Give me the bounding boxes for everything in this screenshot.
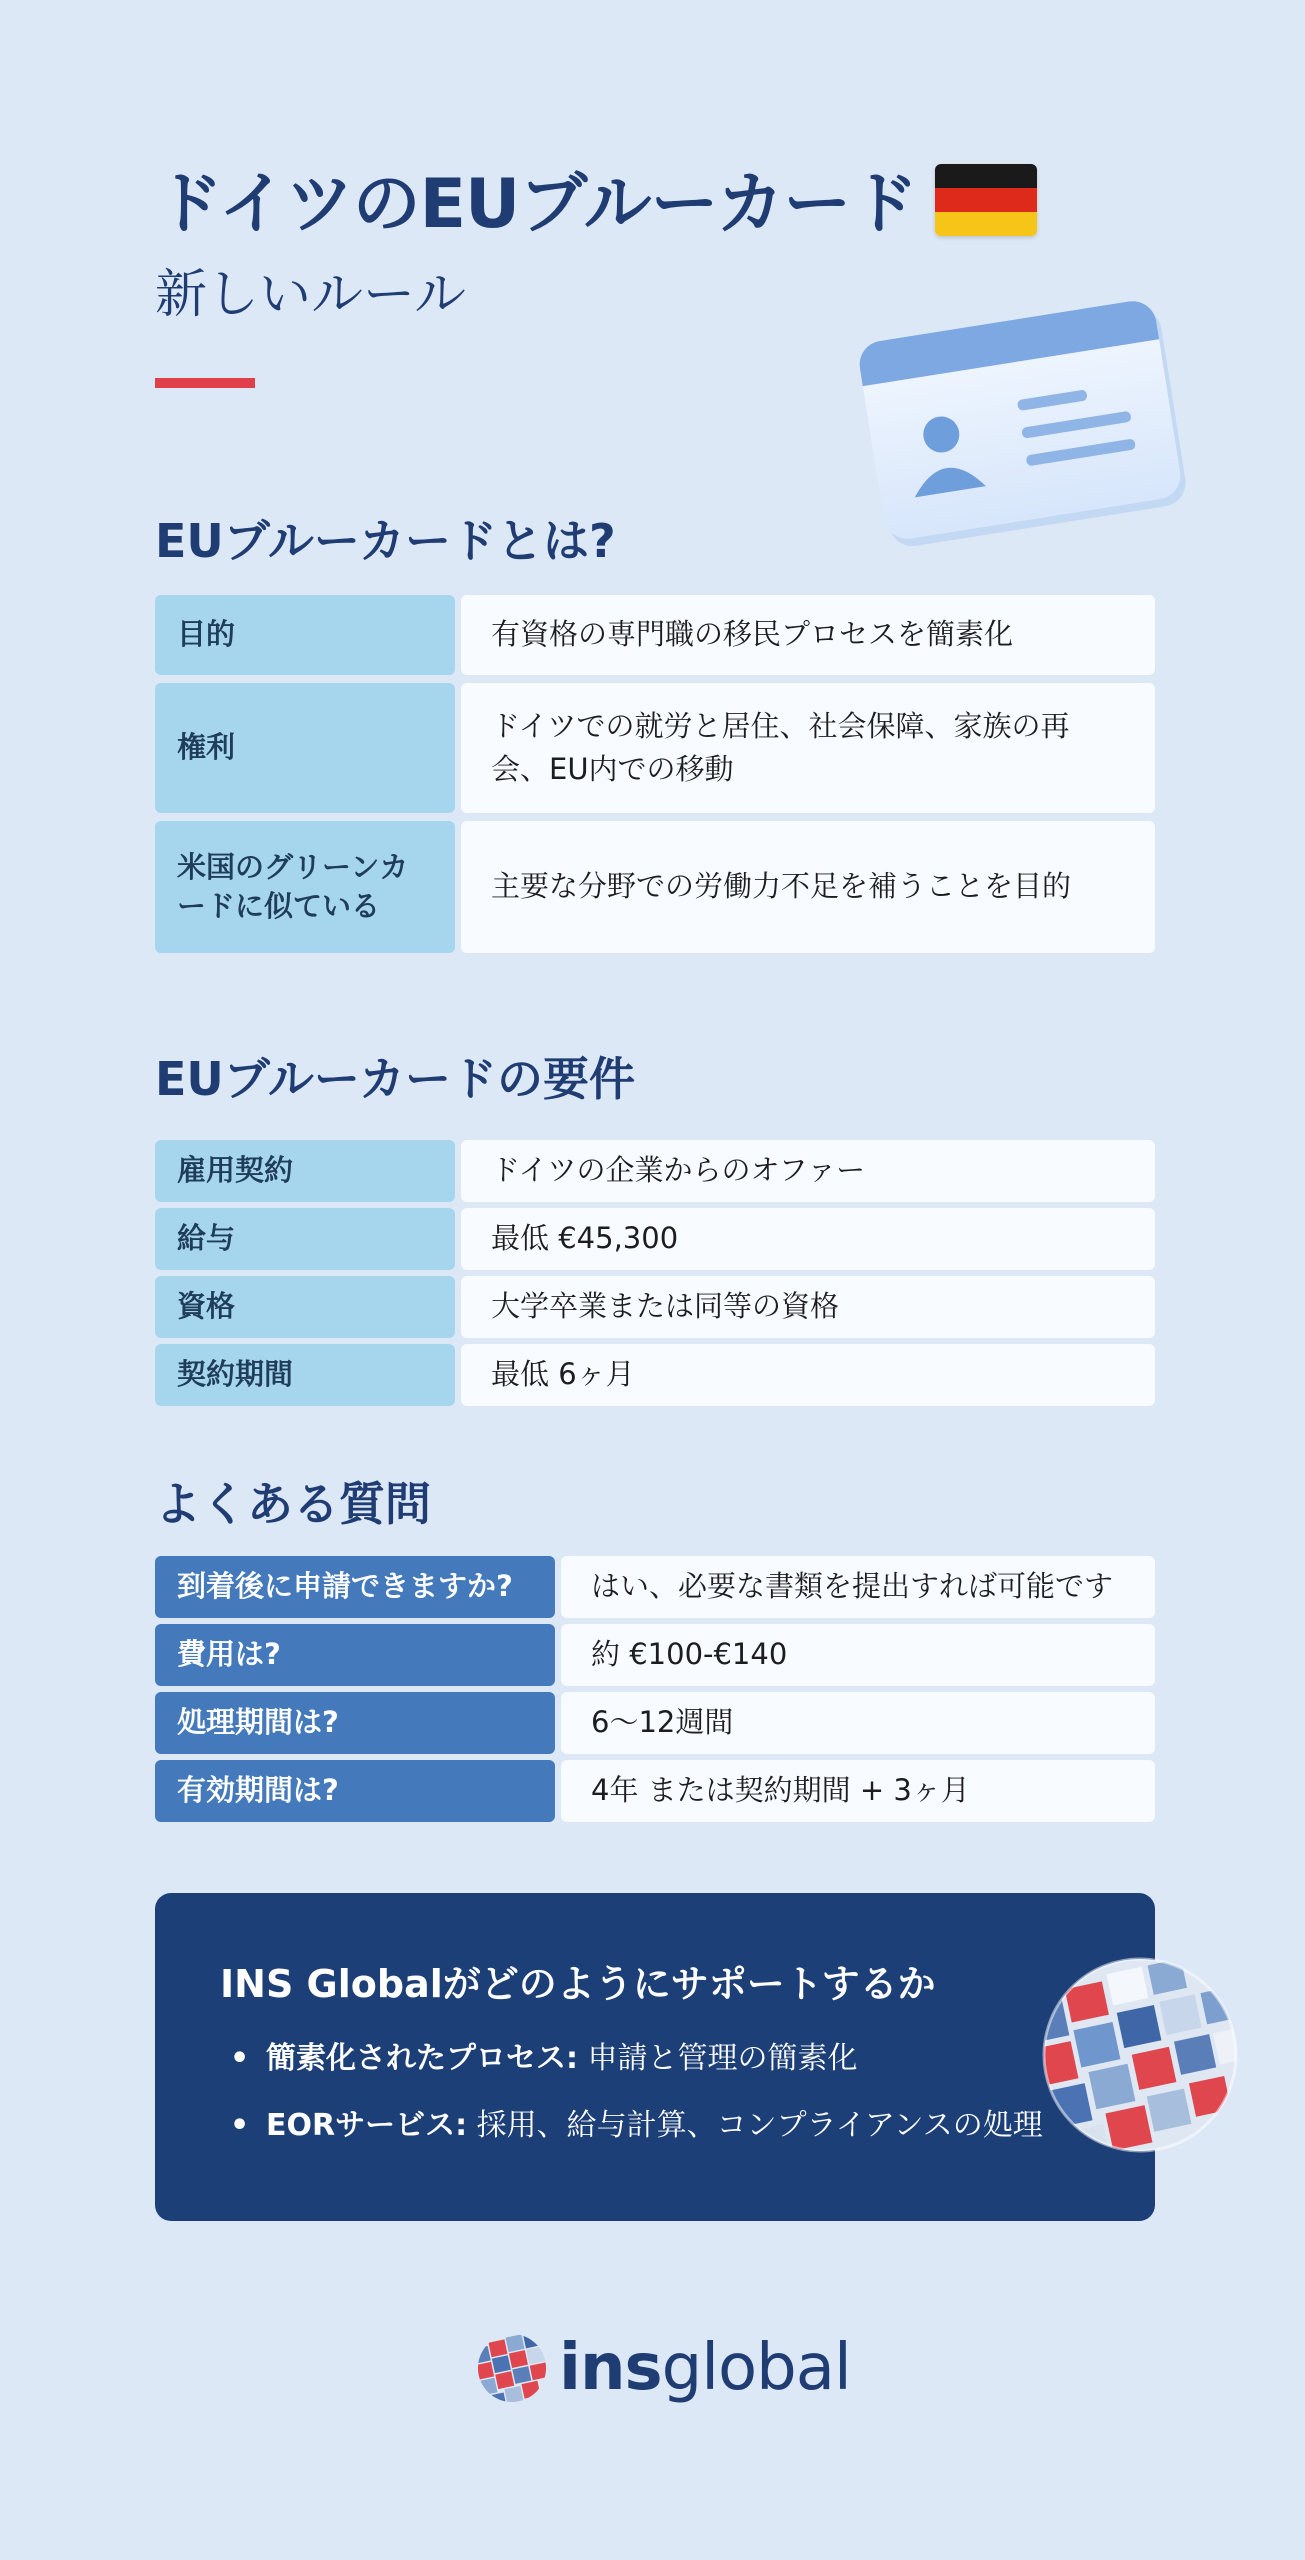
faq-answer: 約 €100-€140 (561, 1624, 1155, 1686)
row-label: 目的 (155, 595, 455, 675)
table-row (155, 1760, 1155, 1822)
faq-question: 費用は? (155, 1624, 555, 1686)
row-value: 大学卒業または同等の資格 (461, 1276, 1155, 1338)
page-subtitle: 新しいルール (155, 265, 466, 325)
table-row (155, 1692, 1155, 1754)
logo-text (559, 2331, 851, 2405)
row-label: 米国のグリーンカードに似ている (155, 821, 455, 953)
logo-text-global: global (661, 2331, 851, 2405)
germany-flag-icon (935, 164, 1037, 236)
support-panel (155, 1893, 1155, 2221)
table-row (155, 1556, 1155, 1618)
row-value: 有資格の専門職の移民プロセスを簡素化 (461, 595, 1155, 675)
faq-question: 処理期間は? (155, 1692, 555, 1754)
faq-heading: よくある質問 (155, 1477, 431, 1531)
table-row (155, 1344, 1155, 1406)
bullet-bold: 簡素化されたプロセス: (266, 2041, 578, 2076)
bullet-dot-icon: • (230, 2041, 250, 2076)
faq-answer: 4年 または契約期間 + 3ヶ月 (561, 1760, 1155, 1822)
requirements-heading: EUブルーカードの要件 (155, 1052, 636, 1106)
table-row (155, 1140, 1155, 1202)
row-value: 最低 6ヶ月 (461, 1344, 1155, 1406)
accent-divider (155, 378, 255, 388)
row-value: 主要な分野での労働力不足を補うことを目的 (461, 821, 1155, 953)
id-card-icon (840, 280, 1200, 560)
support-bullet (230, 2100, 1043, 2144)
page-title: ドイツのEUブルーカード (155, 165, 918, 244)
what-is-heading: EUブルーカードとは? (155, 514, 616, 568)
row-value: ドイツでの就労と居住、社会保障、家族の再会、EU内での移動 (461, 683, 1155, 813)
table-row (155, 1208, 1155, 1270)
faq-question: 到着後に申請できますか? (155, 1556, 555, 1618)
bullet-dot-icon: • (230, 2108, 250, 2143)
logo-text-ins: ins (559, 2331, 662, 2405)
row-label: 資格 (155, 1276, 455, 1338)
logo-globe-icon (475, 2331, 549, 2405)
row-label: 契約期間 (155, 1344, 455, 1406)
table-row (155, 595, 1155, 675)
table-row (155, 821, 1155, 953)
row-label: 給与 (155, 1208, 455, 1270)
globe-icon (1040, 1955, 1240, 2155)
support-title: INS Globalがどのようにサポートするか (220, 1962, 936, 2006)
row-value: 最低 €45,300 (461, 1208, 1155, 1270)
faq-question: 有効期間は? (155, 1760, 555, 1822)
support-bullet (230, 2033, 858, 2077)
table-row (155, 1624, 1155, 1686)
table-row (155, 1276, 1155, 1338)
row-label: 権利 (155, 683, 455, 813)
bullet-text: 採用、給与計算、コンプライアンスの処理 (467, 2108, 1043, 2143)
faq-answer: はい、必要な書類を提出すれば可能です (561, 1556, 1155, 1618)
row-label: 雇用契約 (155, 1140, 455, 1202)
insglobal-logo (475, 2328, 851, 2408)
row-value: ドイツの企業からのオファー (461, 1140, 1155, 1202)
bullet-bold: EORサービス: (266, 2108, 468, 2143)
bullet-text: 申請と管理の簡素化 (578, 2041, 858, 2076)
faq-answer: 6〜12週間 (561, 1692, 1155, 1754)
table-row (155, 683, 1155, 813)
